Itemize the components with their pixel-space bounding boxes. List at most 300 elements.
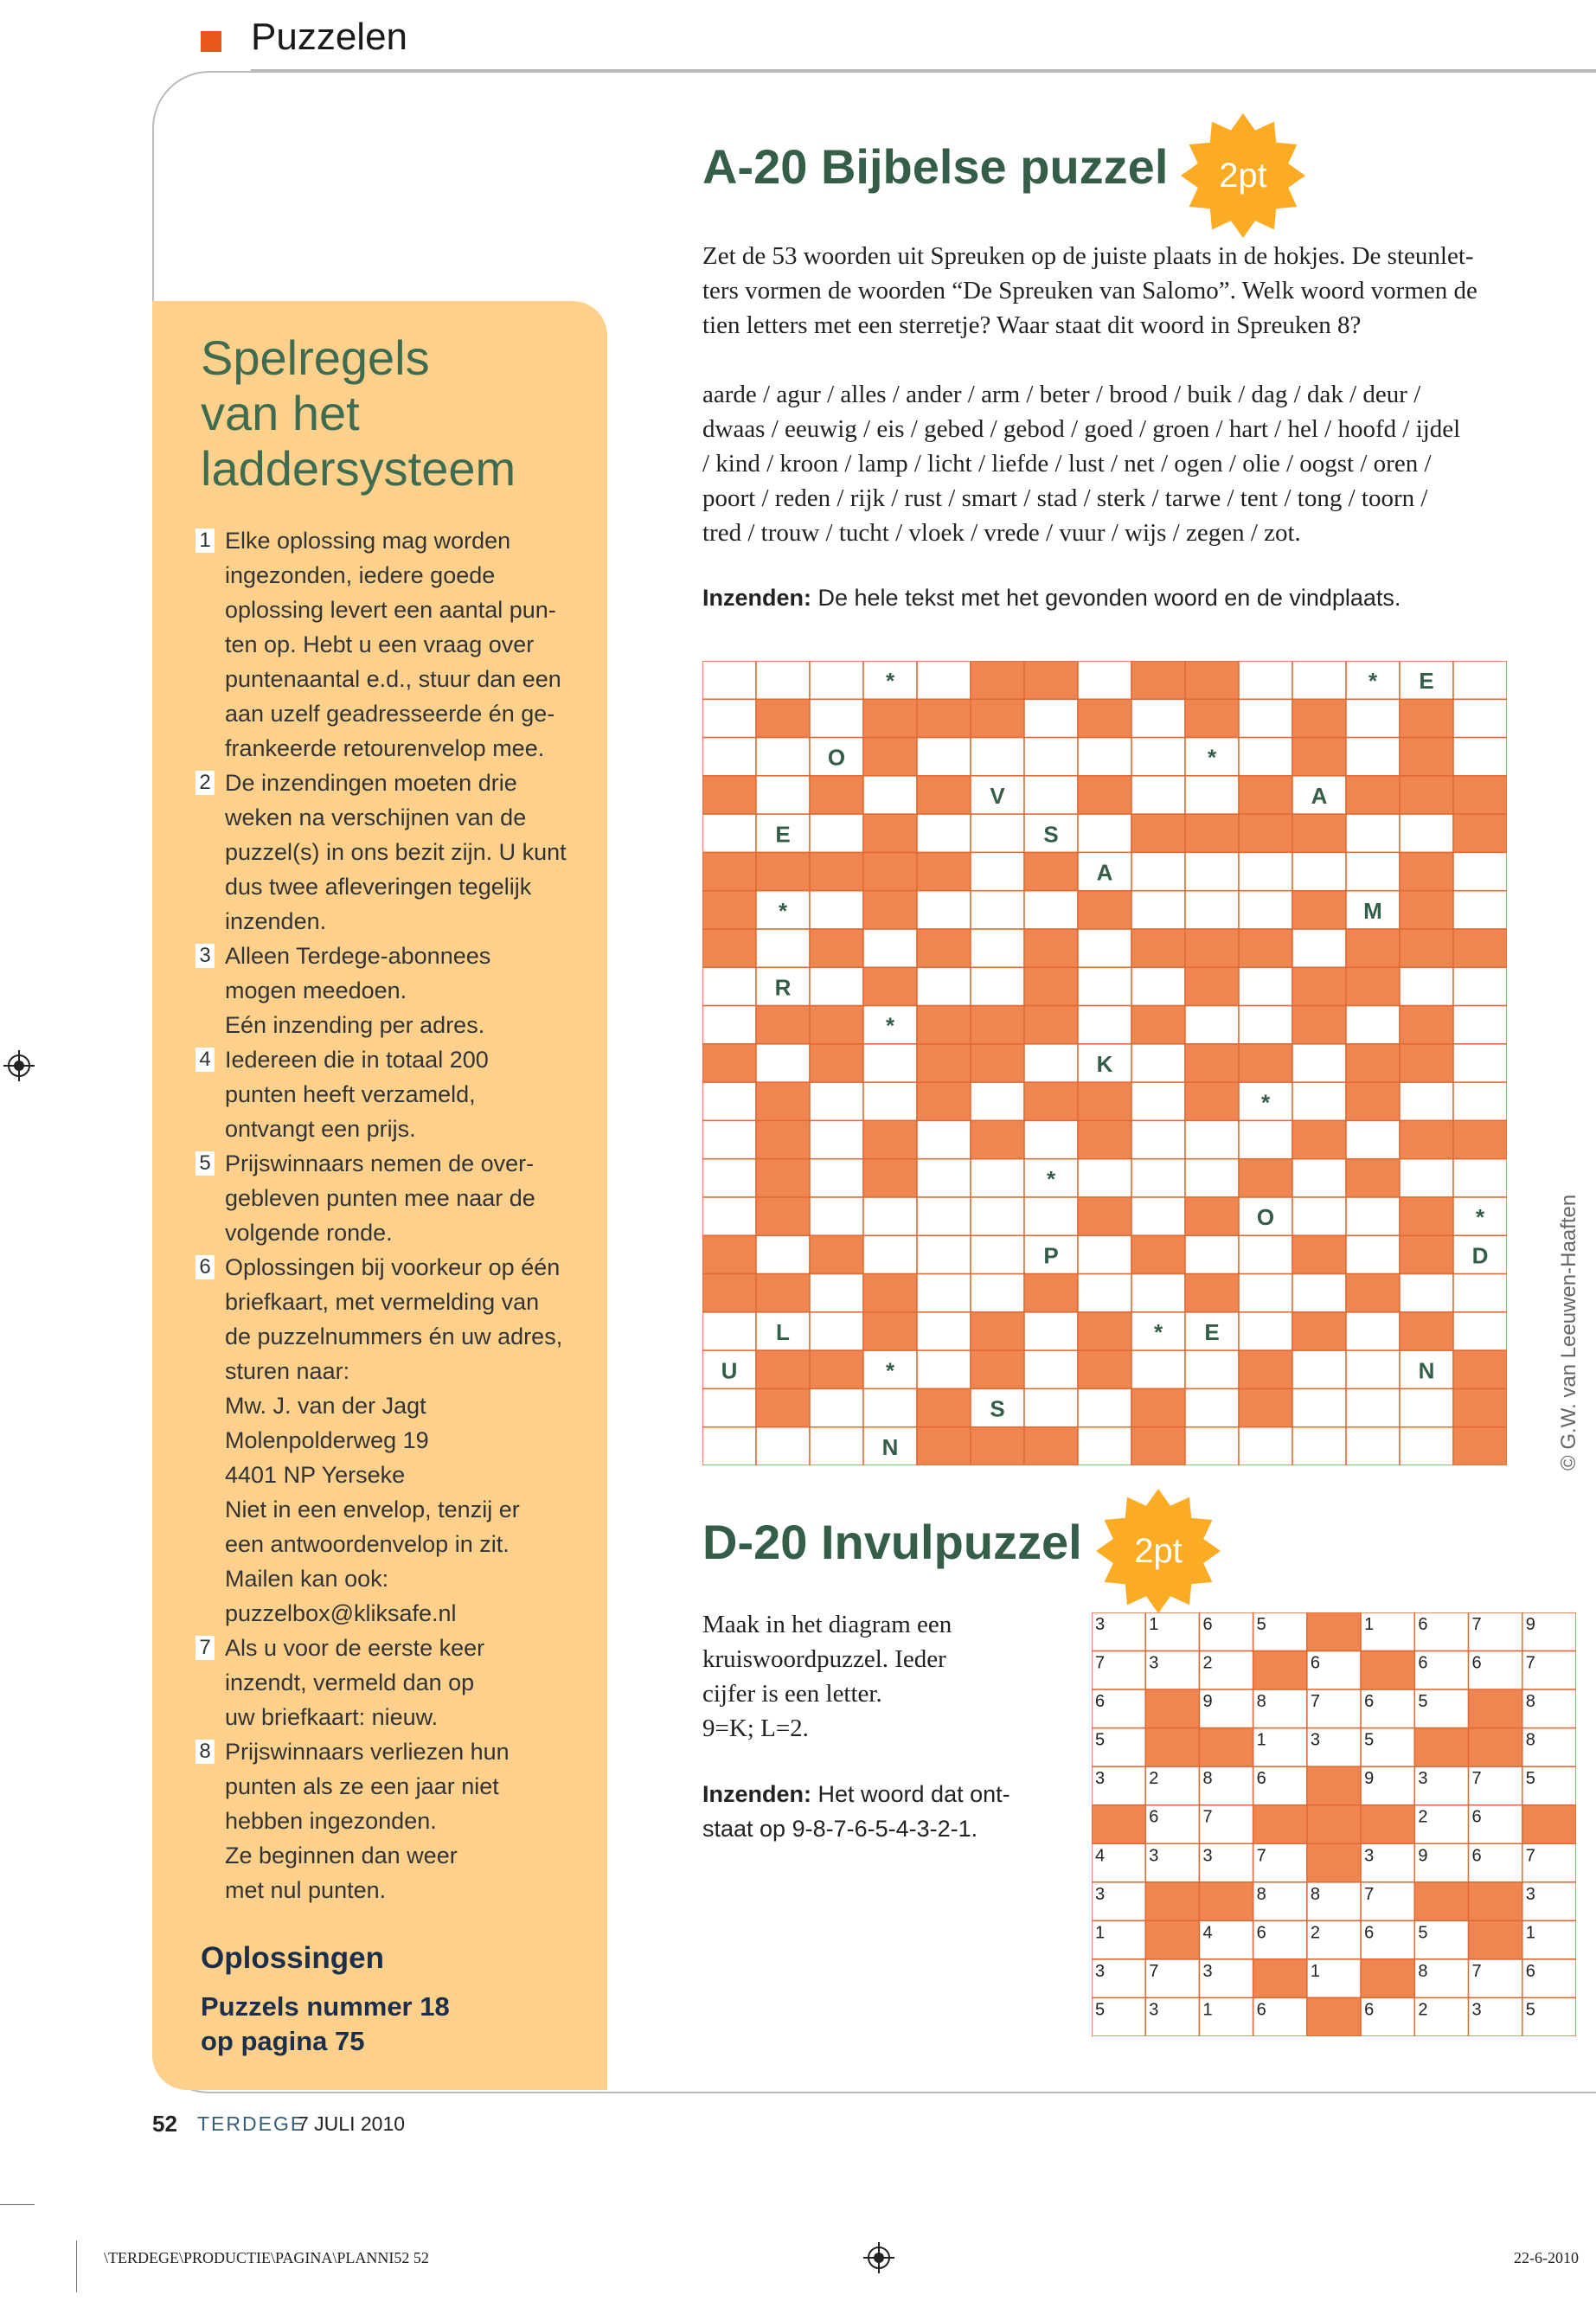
grid-block [863, 852, 917, 890]
rule-text: Oplossingen bij voorkeur op één briefkaart, met vermelding van de puzzelnummers én uw adres, sturen naar: Mw. J. van der Jagt Molenpolderweg 19 4401 NP Yerseke Niet in een envelop, tenzij er een antwoordenvelop in zit. Mailen kan ook: puzzelbox@kliksafe.nl [225, 1254, 563, 1626]
grid-cell[interactable] [1131, 1350, 1185, 1388]
d20-badge-label: 2pt [1134, 1532, 1183, 1570]
grid-cell[interactable] [1185, 1388, 1239, 1426]
grid-cell[interactable] [1024, 891, 1078, 929]
grid-cell[interactable] [1239, 1312, 1292, 1350]
grid-cell[interactable] [810, 1312, 863, 1350]
grid-cell[interactable] [1292, 1044, 1346, 1082]
d20-title: D-20 Invulpuzzel [702, 1515, 1082, 1569]
hint-letter: S [1043, 821, 1059, 848]
d20-submit-text: Het woord dat ont- staat op 9-8-7-6-5-4-3-2-1. [702, 1781, 1010, 1842]
grid-cell[interactable] [1131, 1044, 1185, 1082]
grid-cell[interactable] [863, 1082, 917, 1120]
grid-block [971, 1312, 1024, 1350]
grid-cell[interactable] [1346, 814, 1400, 852]
grid-cell[interactable] [1024, 776, 1078, 814]
grid-cell[interactable] [917, 1120, 971, 1158]
grid-cell[interactable] [1400, 1274, 1453, 1312]
grid-cell[interactable] [1400, 1159, 1453, 1197]
grid-block [971, 1350, 1024, 1388]
cell-number: 3 [1418, 1769, 1428, 1789]
grid-cell[interactable] [1024, 1197, 1078, 1235]
grid-block [1078, 776, 1131, 814]
cell-number: 5 [1418, 1923, 1428, 1943]
grid-cell[interactable] [1131, 852, 1185, 890]
grid-cell[interactable] [1400, 1388, 1453, 1426]
grid-cell[interactable] [702, 1388, 756, 1426]
hint-letter: R [774, 974, 792, 1001]
grid-block [1400, 699, 1453, 737]
grid-block [702, 776, 756, 814]
grid-cell[interactable] [917, 1235, 971, 1273]
cell-number: 1 [1095, 1923, 1106, 1943]
grid-block [810, 1350, 863, 1388]
grid-cell[interactable] [702, 1082, 756, 1120]
grid-cell[interactable] [702, 1159, 756, 1197]
grid-cell[interactable] [1131, 1159, 1185, 1197]
grid-cell[interactable] [1292, 852, 1346, 890]
grid-cell[interactable] [1239, 967, 1292, 1005]
grid-cell[interactable] [1024, 1350, 1078, 1388]
grid-cell[interactable] [971, 929, 1024, 967]
grid-cell[interactable] [756, 929, 810, 967]
grid-cell[interactable] [1078, 1388, 1131, 1426]
grid-block [1361, 1805, 1414, 1844]
grid-cell[interactable] [1346, 1388, 1400, 1426]
grid-cell[interactable] [702, 1120, 756, 1158]
grid-cell[interactable] [1131, 967, 1185, 1005]
grid-cell[interactable] [1078, 1006, 1131, 1044]
a20-submit-label: Inzenden: [702, 585, 811, 611]
cell-number: 3 [1310, 1730, 1321, 1750]
grid-cell[interactable] [1185, 852, 1239, 890]
hint-letter: N [1418, 1357, 1435, 1384]
grid-cell[interactable] [863, 1044, 917, 1082]
grid-block [1469, 1920, 1522, 1959]
grid-cell[interactable] [917, 967, 971, 1005]
grid-cell[interactable] [1239, 891, 1292, 929]
grid-cell[interactable] [917, 1312, 971, 1350]
grid-cell[interactable] [756, 1044, 810, 1082]
grid-cell[interactable] [1024, 1120, 1078, 1158]
solutions-title: Oplossingen [201, 1941, 384, 1975]
cell-number: 7 [1256, 1846, 1266, 1866]
grid-cell[interactable] [863, 776, 917, 814]
grid-cell[interactable] [1453, 1159, 1507, 1197]
cell-number: 6 [1418, 1615, 1428, 1634]
grid-cell[interactable] [1185, 1159, 1239, 1197]
grid-cell[interactable] [810, 1120, 863, 1158]
grid-cell[interactable] [1239, 699, 1292, 737]
cell-number: 6 [1149, 1807, 1159, 1827]
grid-block [863, 891, 917, 929]
a20-submit-instructions [702, 585, 1401, 612]
hint-letter: M [1363, 897, 1382, 924]
cell-number: 3 [1095, 1884, 1106, 1904]
grid-cell[interactable] [1131, 738, 1185, 776]
grid-cell[interactable] [1292, 661, 1346, 699]
grid-cell[interactable] [1292, 929, 1346, 967]
cell-number: 1 [1149, 1615, 1159, 1634]
grid-cell[interactable] [971, 1274, 1024, 1312]
hint-letter: P [1043, 1242, 1059, 1269]
grid-cell[interactable] [810, 661, 863, 699]
grid-cell[interactable] [756, 1427, 810, 1465]
grid-block [1292, 1235, 1346, 1273]
grid-cell[interactable] [971, 891, 1024, 929]
grid-cell[interactable] [1346, 1197, 1400, 1235]
rule-text: De inzendingen moeten drie weken na verschijnen van de puzzel(s) in ons bezit zijn. U kunt dus twee afleveringen tegelijk inzenden. [225, 770, 567, 934]
cell-number: 3 [1202, 1846, 1213, 1866]
cell-number: 7 [1471, 1769, 1482, 1789]
cell-number: 9 [1202, 1692, 1213, 1712]
grid-cell[interactable] [1346, 738, 1400, 776]
grid-cell[interactable] [1453, 699, 1507, 737]
star-marker: * [1153, 1319, 1163, 1345]
d20-intro: Maak in het diagram een kruiswoordpuzzel. Ieder cijfer is een letter. 9=K; L=2. [702, 1611, 952, 1742]
grid-block [1307, 1843, 1361, 1882]
grid-block [1131, 1235, 1185, 1273]
grid-block [1145, 1882, 1199, 1921]
grid-cell[interactable] [810, 699, 863, 737]
cell-number: 6 [1525, 1961, 1535, 1981]
grid-block [1292, 891, 1346, 929]
grid-cell[interactable] [1346, 1312, 1400, 1350]
grid-cell[interactable] [1453, 1274, 1507, 1312]
grid-block [1024, 1274, 1078, 1312]
grid-cell[interactable] [702, 967, 756, 1005]
crop-mark [76, 2240, 77, 2292]
cell-number: 6 [1256, 1923, 1266, 1943]
hint-letter: E [1204, 1319, 1220, 1345]
grid-block [1453, 929, 1507, 967]
grid-cell[interactable] [1185, 1350, 1239, 1388]
grid-cell[interactable] [1239, 1427, 1292, 1465]
grid-block [702, 929, 756, 967]
grid-cell[interactable] [810, 1082, 863, 1120]
grid-block [756, 852, 810, 890]
grid-block [1131, 814, 1185, 852]
grid-cell[interactable] [1239, 852, 1292, 890]
grid-cell[interactable] [1346, 1427, 1400, 1465]
cell-number: 6 [1471, 1807, 1482, 1827]
grid-cell[interactable] [1346, 1235, 1400, 1273]
grid-block [1522, 1805, 1576, 1844]
grid-cell[interactable] [1078, 1427, 1131, 1465]
grid-cell[interactable] [702, 1197, 756, 1235]
cell-number: 6 [1471, 1846, 1482, 1866]
grid-cell[interactable] [1292, 1388, 1346, 1426]
hint-letter: O [1256, 1204, 1275, 1231]
grid-cell[interactable] [756, 1235, 810, 1273]
grid-cell[interactable] [971, 967, 1024, 1005]
grid-cell[interactable] [917, 1350, 971, 1388]
rule-number: 4 [195, 1048, 215, 1072]
d20-number-grid [1092, 1612, 1576, 2036]
rule-text: Als u voor de eerste keer inzendt, vermeld dan op uw briefkaart: nieuw. [225, 1635, 485, 1730]
cell-number: 7 [1310, 1692, 1321, 1712]
cell-number: 7 [1202, 1807, 1213, 1827]
cell-number: 5 [1095, 1730, 1106, 1750]
grid-block [1469, 1728, 1522, 1767]
grid-cell[interactable] [1078, 967, 1131, 1005]
cell-number: 7 [1364, 1884, 1375, 1904]
grid-block [1253, 1959, 1307, 1998]
grid-cell[interactable] [1024, 1388, 1078, 1426]
grid-cell[interactable] [1185, 1235, 1239, 1273]
grid-cell[interactable] [1453, 1082, 1507, 1120]
grid-cell[interactable] [1453, 891, 1507, 929]
grid-cell[interactable] [1346, 1006, 1400, 1044]
grid-block [1239, 1388, 1292, 1426]
grid-cell[interactable] [917, 1197, 971, 1235]
grid-cell[interactable] [1453, 1044, 1507, 1082]
grid-cell[interactable] [863, 1388, 917, 1426]
grid-cell[interactable] [971, 1159, 1024, 1197]
grid-cell[interactable] [1453, 1006, 1507, 1044]
grid-block [1145, 1728, 1199, 1767]
grid-cell[interactable] [810, 1388, 863, 1426]
grid-cell[interactable] [810, 967, 863, 1005]
grid-cell[interactable] [1346, 699, 1400, 737]
cell-number: 3 [1202, 1961, 1213, 1981]
cell-number: 8 [1202, 1769, 1213, 1789]
grid-cell[interactable] [1078, 814, 1131, 852]
rule-text: Prijswinnaars nemen de over- gebleven punten mee naar de volgende ronde. [225, 1150, 535, 1246]
solutions-subtitle: Puzzels nummer 18 op pagina 75 [201, 1991, 450, 2056]
grid-cell[interactable] [863, 1197, 917, 1235]
cell-number: 6 [1095, 1692, 1106, 1712]
grid-cell[interactable] [1400, 1082, 1453, 1120]
grid-cell[interactable] [702, 738, 756, 776]
grid-cell[interactable] [1239, 661, 1292, 699]
cell-number: 8 [1525, 1692, 1535, 1712]
cell-number: 3 [1095, 1961, 1106, 1981]
grid-cell[interactable] [1185, 1120, 1239, 1158]
grid-cell[interactable] [1239, 1274, 1292, 1312]
grid-cell[interactable] [917, 738, 971, 776]
grid-cell[interactable] [1292, 1274, 1346, 1312]
grid-cell[interactable] [810, 891, 863, 929]
grid-block [702, 1274, 756, 1312]
cell-number: 5 [1525, 1769, 1535, 1789]
grid-block [1346, 967, 1400, 1005]
grid-block [1145, 1689, 1199, 1728]
grid-cell[interactable] [1453, 738, 1507, 776]
grid-cell[interactable] [917, 1159, 971, 1197]
grid-cell[interactable] [1024, 1044, 1078, 1082]
grid-block [1185, 929, 1239, 967]
grid-cell[interactable] [1346, 1350, 1400, 1388]
grid-cell[interactable] [971, 852, 1024, 890]
grid-block [1078, 891, 1131, 929]
grid-cell[interactable] [702, 1006, 756, 1044]
grid-block [1239, 929, 1292, 967]
grid-cell[interactable] [702, 661, 756, 699]
grid-cell[interactable] [1239, 1235, 1292, 1273]
hint-letter: N [881, 1433, 899, 1460]
grid-block [1185, 1082, 1239, 1120]
cell-number: 5 [1256, 1615, 1266, 1634]
grid-block [756, 1159, 810, 1197]
grid-cell[interactable] [810, 1274, 863, 1312]
grid-cell[interactable] [1453, 967, 1507, 1005]
cell-number: 7 [1149, 1961, 1159, 1981]
cell-number: 3 [1364, 1846, 1375, 1866]
star-marker: * [1475, 1204, 1485, 1231]
grid-cell[interactable] [756, 661, 810, 699]
grid-cell[interactable] [917, 661, 971, 699]
rule-item [195, 1042, 593, 1146]
grid-cell[interactable] [971, 1197, 1024, 1235]
grid-cell[interactable] [1078, 1235, 1131, 1273]
grid-cell[interactable] [971, 738, 1024, 776]
star-marker: * [885, 1357, 895, 1384]
star-marker: * [1260, 1089, 1271, 1116]
grid-cell[interactable] [971, 1082, 1024, 1120]
grid-block [1453, 1388, 1507, 1426]
grid-block [702, 1235, 756, 1273]
cell-number: 8 [1418, 1961, 1428, 1981]
cell-number: 3 [1149, 1846, 1159, 1866]
rule-item [195, 766, 593, 939]
grid-cell[interactable] [1346, 1120, 1400, 1158]
grid-cell[interactable] [971, 1235, 1024, 1273]
grid-block [1453, 1350, 1507, 1388]
rule-item [195, 1734, 593, 1907]
grid-cell[interactable] [1400, 814, 1453, 852]
star-marker: * [885, 1012, 895, 1039]
grid-cell[interactable] [702, 1427, 756, 1465]
grid-cell[interactable] [1346, 852, 1400, 890]
grid-cell[interactable] [1292, 1159, 1346, 1197]
grid-cell[interactable] [1131, 1197, 1185, 1235]
grid-cell[interactable] [702, 814, 756, 852]
grid-block [1469, 1689, 1522, 1728]
grid-cell[interactable] [1078, 1159, 1131, 1197]
grid-block [917, 776, 971, 814]
hint-letter: A [1096, 859, 1113, 886]
rule-text: Elke oplossing mag worden ingezonden, iedere goede oplossing levert een aantal pun- ten op. Hebt u een vraag over puntenaantal e.d., stuur dan een aan uzelf geadresseerde én ge- frankeerde retourenvelop mee. [225, 528, 561, 761]
grid-cell[interactable] [702, 699, 756, 737]
grid-block [1024, 1006, 1078, 1044]
a20-points-badge [1178, 111, 1308, 240]
grid-block [917, 1427, 971, 1465]
grid-block [917, 852, 971, 890]
grid-cell[interactable] [1078, 1274, 1131, 1312]
grid-block [1400, 1197, 1453, 1235]
grid-cell[interactable] [1400, 967, 1453, 1005]
grid-block [1185, 661, 1239, 699]
grid-block [863, 1312, 917, 1350]
grid-cell[interactable] [1185, 1427, 1239, 1465]
grid-cell[interactable] [1078, 661, 1131, 699]
grid-cell[interactable] [917, 891, 971, 929]
grid-block [810, 1235, 863, 1273]
grid-cell[interactable] [1024, 738, 1078, 776]
cell-number: 1 [1310, 1961, 1321, 1981]
grid-block [863, 1274, 917, 1312]
grid-cell[interactable] [1024, 1312, 1078, 1350]
grid-block [1078, 1350, 1131, 1388]
cell-number: 6 [1256, 1769, 1266, 1789]
grid-cell[interactable] [1453, 1312, 1507, 1350]
grid-cell[interactable] [863, 1235, 917, 1273]
grid-cell[interactable] [1400, 1427, 1453, 1465]
crop-mark [0, 2204, 35, 2205]
grid-cell[interactable] [917, 814, 971, 852]
grid-cell[interactable] [810, 1159, 863, 1197]
print-slug-date: 22-6-2010 [1514, 2249, 1579, 2266]
cell-number: 8 [1256, 1884, 1266, 1904]
grid-cell[interactable] [1239, 738, 1292, 776]
grid-cell[interactable] [1131, 776, 1185, 814]
hint-letter: K [1096, 1051, 1113, 1077]
rule-item [195, 939, 593, 1042]
grid-block [810, 929, 863, 967]
grid-cell[interactable] [1131, 1274, 1185, 1312]
grid-cell[interactable] [1131, 1082, 1185, 1120]
grid-cell[interactable] [810, 1197, 863, 1235]
grid-cell[interactable] [1292, 1197, 1346, 1235]
rule-text: Iedereen die in totaal 200 punten heeft verzameld, ontvangt een prijs. [225, 1047, 489, 1142]
grid-cell[interactable] [1453, 661, 1507, 699]
rule-number: 5 [195, 1151, 215, 1176]
grid-block [1185, 967, 1239, 1005]
grid-cell[interactable] [1185, 891, 1239, 929]
grid-cell[interactable] [756, 776, 810, 814]
grid-cell[interactable] [1024, 699, 1078, 737]
cell-number: 1 [1256, 1730, 1266, 1750]
grid-cell[interactable] [810, 1427, 863, 1465]
grid-cell[interactable] [702, 1312, 756, 1350]
grid-cell[interactable] [756, 738, 810, 776]
grid-cell[interactable] [1131, 699, 1185, 737]
grid-cell[interactable] [810, 814, 863, 852]
grid-cell[interactable] [1292, 1350, 1346, 1388]
registration-mark-icon [3, 1050, 35, 1081]
grid-cell[interactable] [863, 929, 917, 967]
grid-block [756, 1388, 810, 1426]
grid-cell[interactable] [1131, 1120, 1185, 1158]
rule-text: Prijswinnaars verliezen hun punten als ze een jaar niet hebben ingezonden. Ze beginnen dan weer met nul punten. [225, 1739, 510, 1903]
grid-cell[interactable] [1239, 1120, 1292, 1158]
cell-number: 6 [1364, 2000, 1375, 2020]
grid-cell[interactable] [1292, 1427, 1346, 1465]
a20-crossword-grid [702, 661, 1507, 1465]
grid-cell[interactable] [1453, 852, 1507, 890]
grid-cell[interactable] [1131, 891, 1185, 929]
grid-cell[interactable] [1239, 1006, 1292, 1044]
grid-cell[interactable] [971, 814, 1024, 852]
grid-block [917, 1044, 971, 1082]
grid-block [1400, 1235, 1453, 1273]
grid-block [702, 1044, 756, 1082]
grid-block [1239, 814, 1292, 852]
grid-cell[interactable] [917, 1274, 971, 1312]
grid-cell[interactable] [1078, 929, 1131, 967]
grid-cell[interactable] [1292, 1082, 1346, 1120]
cell-number: 6 [1364, 1923, 1375, 1943]
grid-cell[interactable] [1078, 738, 1131, 776]
grid-cell[interactable] [1185, 776, 1239, 814]
grid-cell[interactable] [1185, 1006, 1239, 1044]
magazine-name: TERDEGE [197, 2112, 306, 2135]
cell-number: 2 [1149, 1769, 1159, 1789]
cell-number: 6 [1418, 1653, 1428, 1673]
grid-block [917, 929, 971, 967]
star-marker: * [1046, 1165, 1056, 1192]
